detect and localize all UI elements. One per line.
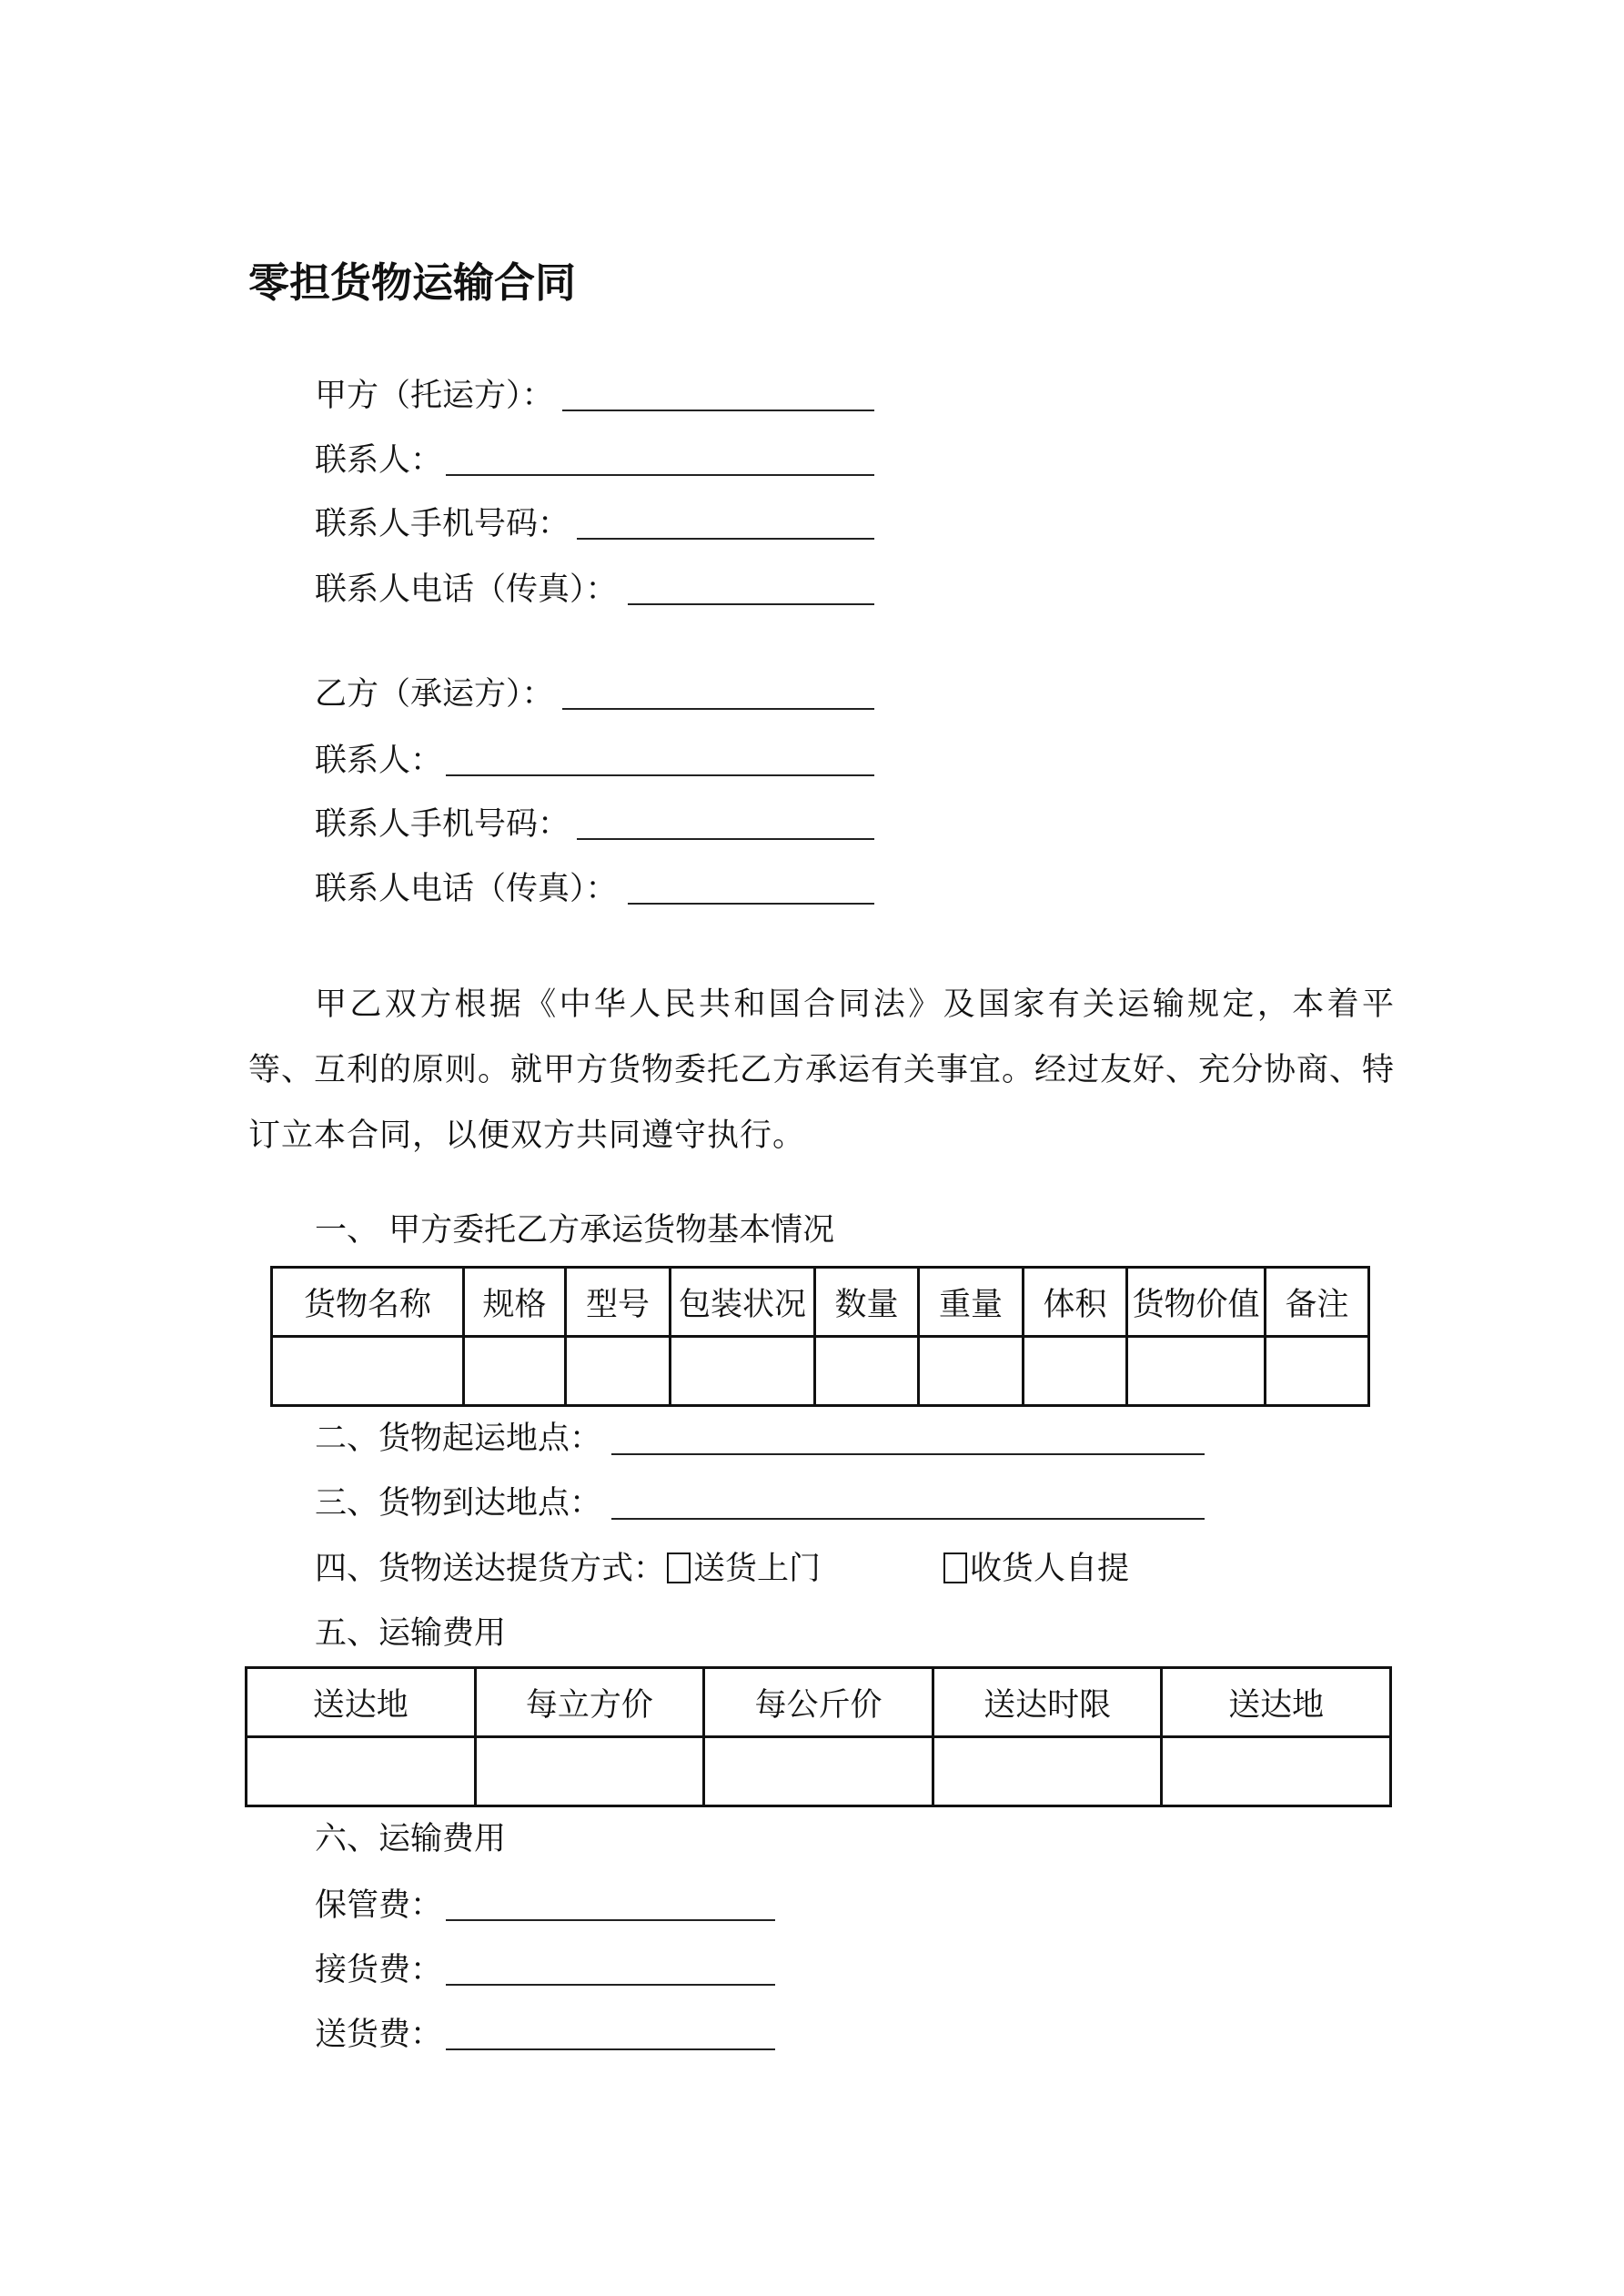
col-header: 送达地 (1162, 1668, 1391, 1737)
col-header: 规格 (464, 1268, 566, 1337)
party-b-mobile-field[interactable] (577, 838, 874, 840)
intro-paragraph: 甲乙双方根据《中华人民共和国合同法》及国家有关运输规定，本着平等、互利的原则。就甲方货物委托乙方承运有关事宜。经过友好、充分协商、特订立本合同，以便双方共同遵守执行。 (248, 986, 1396, 1154)
party-a-contact-label: 联系人： (315, 442, 443, 479)
table-cell[interactable] (247, 1737, 476, 1806)
party-a-phone-label: 联系人电话（传真）： (315, 571, 618, 608)
col-header: 送达地 (247, 1668, 476, 1737)
section1-heading: 一、 甲方委托乙方承运货物基本情况 (315, 1212, 835, 1249)
party-a-mobile-label: 联系人手机号码： (315, 506, 570, 542)
party-a-phone-field[interactable] (628, 603, 874, 605)
party-b-contact-label: 联系人： (315, 743, 443, 779)
self-pickup-checkbox[interactable] (943, 1553, 967, 1583)
table-cell[interactable] (1127, 1337, 1266, 1406)
table-cell[interactable] (671, 1337, 815, 1406)
self-pickup-label: 收货人自提 (970, 1551, 1130, 1587)
col-header: 送达时限 (933, 1668, 1162, 1737)
pickup-fee-field[interactable] (446, 1984, 775, 1986)
section2-label: 二、货物起运地点： (315, 1421, 602, 1457)
origin-field[interactable] (611, 1453, 1205, 1455)
table-row (272, 1337, 1369, 1406)
party-a-name-label: 甲方（托运方）： (315, 378, 554, 414)
party-b-contact-field[interactable] (446, 774, 874, 776)
table-row (247, 1737, 1391, 1806)
section3-label: 三、货物到达地点： (315, 1485, 602, 1522)
col-header: 包装状况 (671, 1268, 815, 1337)
table-cell[interactable] (1162, 1737, 1391, 1806)
col-header: 型号 (566, 1268, 671, 1337)
freight-table-header (247, 1668, 1391, 1737)
party-b-name-field[interactable] (562, 708, 874, 710)
contract-title: 零担货物运输合同 (248, 258, 577, 307)
party-b-mobile-label: 联系人手机号码： (315, 806, 570, 843)
party-a-name-field[interactable] (562, 410, 874, 411)
section4-label: 四、货物送达提货方式： (315, 1551, 666, 1587)
col-header: 数量 (815, 1268, 919, 1337)
col-header: 每立方价 (475, 1668, 704, 1737)
col-header: 货物价值 (1127, 1268, 1266, 1337)
col-header: 货物名称 (272, 1268, 464, 1337)
delivery-fee-label: 送货费： (315, 2017, 443, 2053)
section6-heading: 六、运输费用 (315, 1821, 507, 1857)
goods-table-header (272, 1268, 1369, 1337)
party-a-mobile-field[interactable] (577, 538, 874, 540)
table-cell[interactable] (704, 1737, 933, 1806)
table-cell[interactable] (815, 1337, 919, 1406)
section5-heading: 五、运输费用 (315, 1615, 507, 1652)
table-cell[interactable] (1024, 1337, 1127, 1406)
freight-table (245, 1666, 1392, 1807)
table-cell[interactable] (919, 1337, 1024, 1406)
storage-fee-label: 保管费： (315, 1887, 443, 1924)
party-a-contact-field[interactable] (446, 474, 874, 476)
pickup-fee-label: 接货费： (315, 1952, 443, 1988)
delivery-fee-field[interactable] (446, 2048, 775, 2050)
table-cell[interactable] (272, 1337, 464, 1406)
section4 (315, 1549, 1129, 1589)
destination-field[interactable] (611, 1518, 1205, 1520)
door-delivery-label: 送货上门 (693, 1551, 822, 1587)
table-cell[interactable] (464, 1337, 566, 1406)
party-b-name-label: 乙方（承运方）： (315, 676, 554, 713)
table-cell[interactable] (933, 1737, 1162, 1806)
table-cell[interactable] (566, 1337, 671, 1406)
door-delivery-checkbox[interactable] (667, 1553, 691, 1583)
storage-fee-field[interactable] (446, 1919, 775, 1921)
col-header: 体积 (1024, 1268, 1127, 1337)
party-b-phone-label: 联系人电话（传真）： (315, 871, 618, 907)
table-cell[interactable] (1266, 1337, 1369, 1406)
party-b-phone-field[interactable] (628, 903, 874, 905)
col-header: 每公斤价 (704, 1668, 933, 1737)
table-cell[interactable] (475, 1737, 704, 1806)
col-header: 重量 (919, 1268, 1024, 1337)
col-header: 备注 (1266, 1268, 1369, 1337)
goods-table (270, 1266, 1370, 1407)
